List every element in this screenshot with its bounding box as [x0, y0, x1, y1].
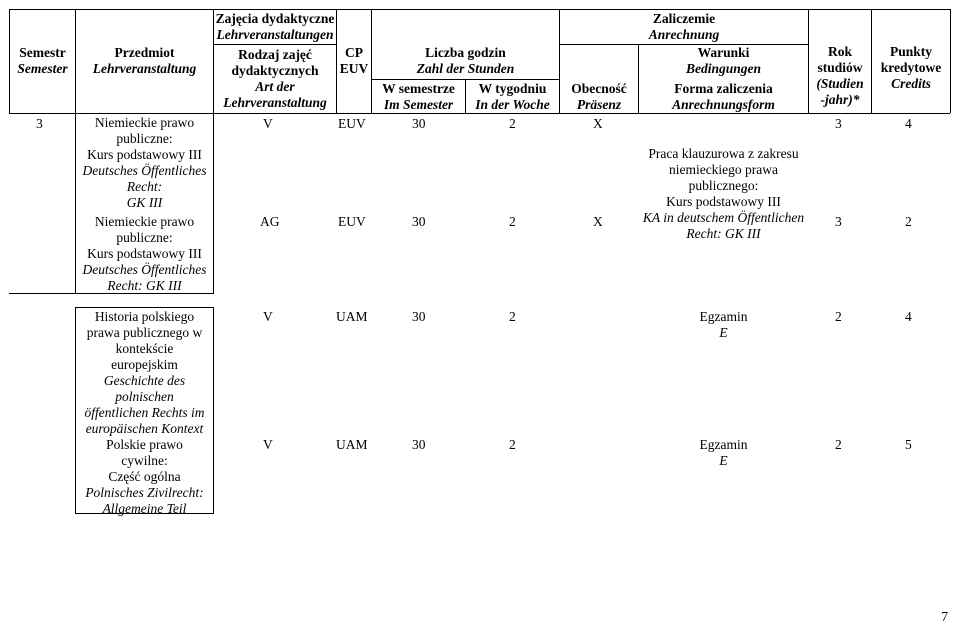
rodzaj-value: V	[263, 437, 273, 452]
rule	[75, 307, 214, 308]
rodzaj-value: AG	[260, 214, 280, 229]
rule	[950, 9, 951, 113]
cp-value: UAM	[336, 309, 368, 324]
assessment-form-egzamin: Egzamin E	[699, 437, 748, 468]
rule	[213, 113, 214, 293]
header-zajecia: Zajęcia dydaktyczne Lehrveranstaltungen	[215, 11, 335, 42]
header-liczba-godzin: Liczba godzin Zahl der Stunden	[416, 45, 515, 76]
hours-semester-value: 30	[412, 309, 426, 324]
credits-value: 5	[905, 437, 912, 452]
header-cp: CP EUV	[339, 45, 369, 76]
hours-week-value: 2	[509, 309, 516, 324]
rule	[213, 307, 214, 513]
rodzaj-value: V	[263, 309, 273, 324]
hours-week-value: 2	[509, 116, 516, 131]
subject-niemieckie-prawo-publiczne-1: Niemieckie prawo publiczne: Kurs podstawowy III Deutsches Öffentliches Recht: GK III	[82, 115, 207, 210]
attendance-mark: X	[593, 116, 603, 131]
hours-week-value: 2	[509, 214, 516, 229]
assessment-form-klausur: Praca klauzurowa z zakresu niemieckiego prawa publicznego: Kurs podstawowy III KA in deutschem Öffentlichen Recht: GK III	[642, 146, 805, 241]
header-w-tygodniu: W tygodniu In der Woche	[475, 80, 550, 112]
assessment-form-egzamin: Egzamin E	[699, 309, 748, 340]
hours-semester-value: 30	[412, 116, 426, 131]
semester-value: 3	[36, 116, 43, 131]
cp-value: EUV	[338, 116, 366, 131]
header-zaliczenie: Zaliczemie Anrechnung	[648, 11, 720, 42]
header-warunki: Warunki Bedingungen Forma zaliczenia Anrechnungsform	[672, 45, 775, 112]
cp-value: EUV	[338, 214, 366, 229]
year-value: 3	[835, 214, 842, 229]
credits-value: 4	[905, 116, 912, 131]
page-number: 7	[941, 609, 948, 624]
year-value: 2	[835, 309, 842, 324]
header-rok-studiow: Rok studiów (Studien -jahr)*	[816, 44, 864, 107]
rodzaj-value: V	[263, 116, 273, 131]
hours-week-value: 2	[509, 437, 516, 452]
header-punkty-kredytowe: Punkty kredytowe Credits	[880, 44, 942, 91]
credits-value: 4	[905, 309, 912, 324]
subject-polskie-prawo-cywilne: Polskie prawo cywilne: Część ogólna Polnisches Zivilrecht: Allgemeine Teil	[85, 437, 204, 516]
credits-value: 2	[905, 214, 912, 229]
attendance-mark: X	[593, 214, 603, 229]
header-przedmiot: Przedmiot Lehrveranstaltung	[92, 45, 197, 76]
subject-historia-polskiego-prawa: Historia polskiego prawa publicznego w kontekście europejskim Geschichte des polnischen öffentlichen Rechts im europäischen Kontext	[84, 309, 205, 436]
hours-semester-value: 30	[412, 437, 426, 452]
subject-niemieckie-prawo-publiczne-2: Niemieckie prawo publiczne: Kurs podstawowy III Deutsches Öffentliches Recht: GK III	[82, 214, 207, 293]
rule	[9, 113, 950, 114]
header-semestr: Semestr Semester	[17, 45, 68, 76]
header-obecnosc: Obecność Präsenz	[571, 80, 627, 112]
cp-value: UAM	[336, 437, 368, 452]
year-value: 2	[835, 437, 842, 452]
hours-semester-value: 30	[412, 214, 426, 229]
header-rodzaj: Rodzaj zajęć dydaktycznych Art der Lehrveranstaltung	[223, 47, 327, 110]
header-w-semestrze: W semestrze Im Semester	[382, 80, 455, 112]
year-value: 3	[835, 116, 842, 131]
